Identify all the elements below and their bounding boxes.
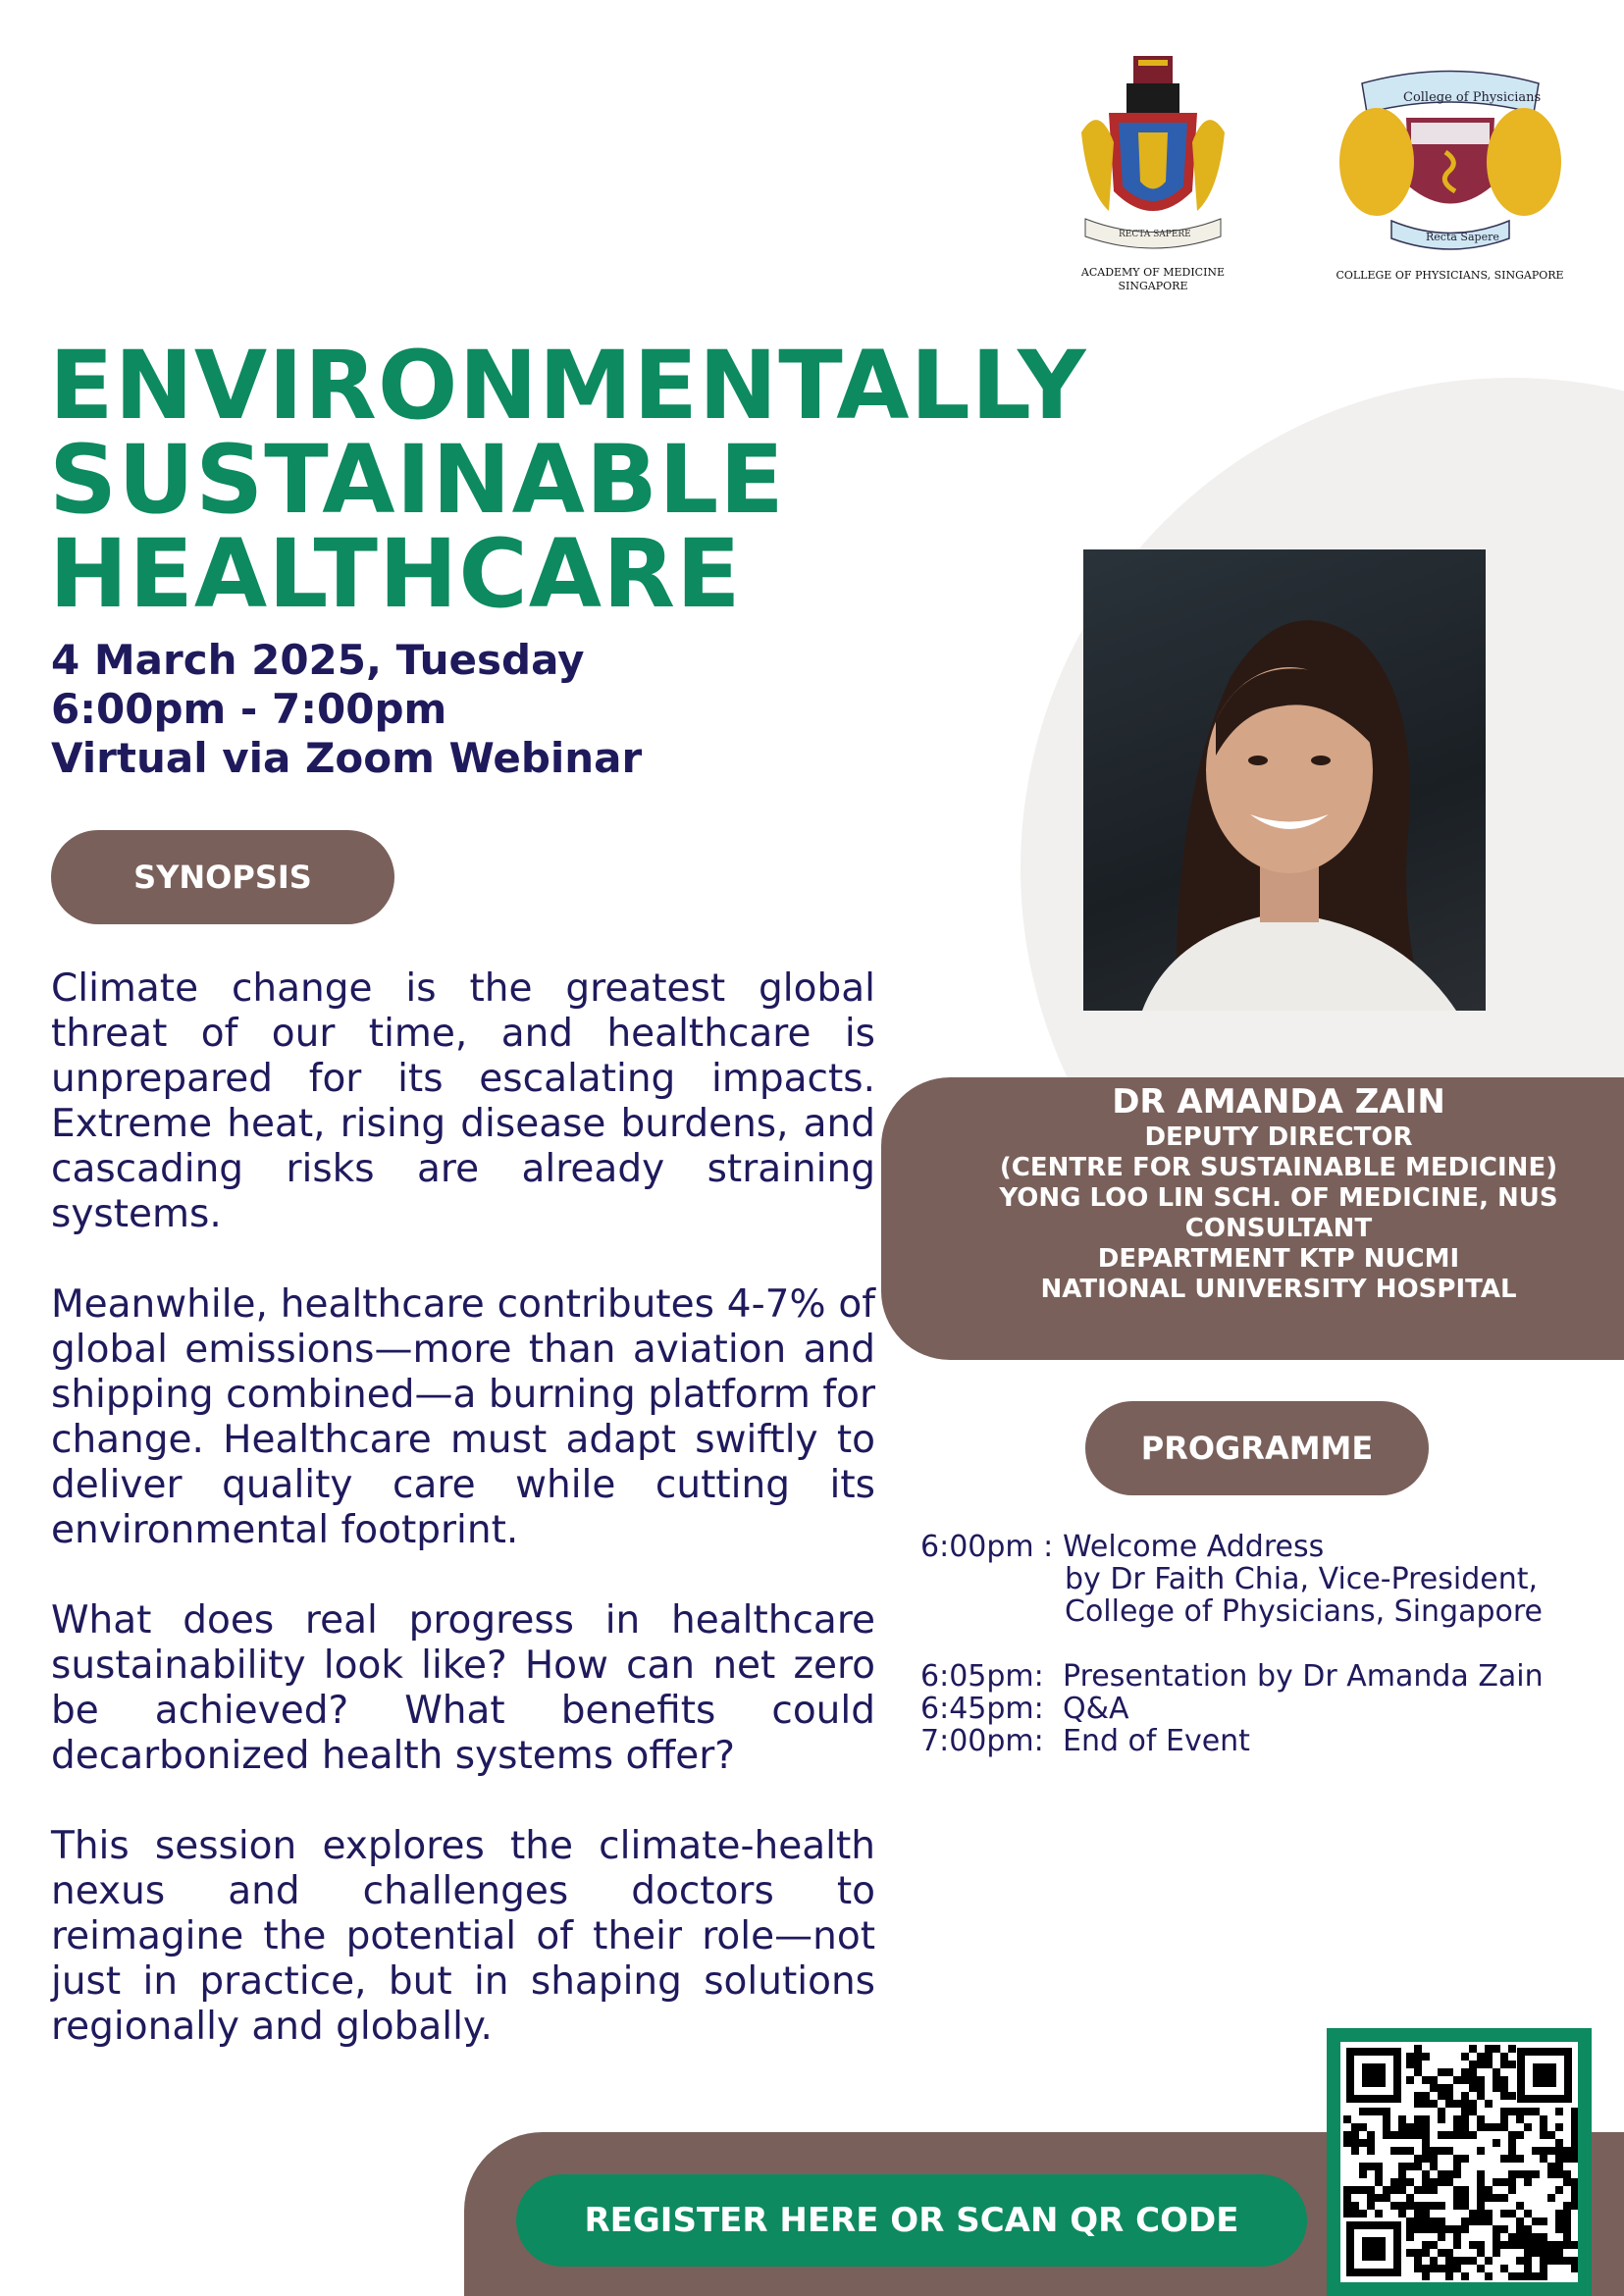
- speaker-title-line: DEPARTMENT KTP NUCMI: [1097, 1244, 1460, 1274]
- event-venue: Virtual via Zoom Webinar: [51, 734, 643, 782]
- programme-list: [920, 1531, 1607, 1757]
- programme-title: Q&A: [1063, 1692, 1129, 1726]
- event-info: [51, 636, 642, 783]
- register-button[interactable]: REGISTER HERE OR SCAN QR CODE: [516, 2174, 1307, 2267]
- programme-detail: College of Physicians, Singapore: [1065, 1594, 1544, 1629]
- synopsis-paragraph: Climate change is the greatest global threat of our time, and healthcare is unprepared for its escalating impacts. Extreme heat, rising disease burdens, and cascading risks are already straining systems.: [51, 966, 875, 1236]
- programme-item: [920, 1693, 1607, 1725]
- title-line-1: ENVIRONMENTALLY: [49, 331, 1087, 441]
- registration-qr-code[interactable]: [1327, 2028, 1592, 2296]
- programme-title: End of Event: [1063, 1724, 1250, 1758]
- synopsis-paragraph: What does real progress in healthcare sustainability look like? How can net zero be achieved? What benefits could decarbonized health systems offer?: [51, 1598, 875, 1778]
- cps-motto: Recta Sapere: [1425, 231, 1499, 243]
- cps-banner-text: College of Physicians: [1402, 90, 1541, 105]
- programme-title: Welcome Address: [1063, 1530, 1325, 1564]
- programme-title: Presentation by Dr Amanda Zain: [1063, 1659, 1544, 1694]
- speaker-photo: [1083, 549, 1486, 1011]
- speaker-name: DR AMANDA ZAIN: [1112, 1082, 1445, 1122]
- college-of-physicians-logo: [1330, 64, 1570, 283]
- speaker-title-line: CONSULTANT: [1184, 1214, 1373, 1243]
- ams-motto: RECTA SAPERE: [1119, 230, 1191, 239]
- programme-time: 7:00pm:: [920, 1724, 1044, 1758]
- ams-crest-icon: [1079, 54, 1227, 262]
- programme-detail: by Dr Faith Chia, Vice-President,: [1065, 1562, 1539, 1596]
- synopsis-text: [51, 966, 875, 2095]
- speaker-title-line: (CENTRE FOR SUSTAINABLE MEDICINE): [999, 1153, 1558, 1182]
- programme-time: 6:00pm :: [920, 1530, 1054, 1564]
- event-date: 4 March 2025, Tuesday: [51, 636, 585, 684]
- programme-time: 6:05pm:: [920, 1659, 1044, 1694]
- title-line-3: HEALTHCARE: [49, 519, 742, 629]
- speaker-portrait-icon: [1083, 549, 1486, 1011]
- synopsis-paragraph: Meanwhile, healthcare contributes 4-7% of global emissions—more than aviation and shipping combined—a burning platform for change. Healthcare must adapt swiftly to deliver quality care while cutting its environmental footprint.: [51, 1282, 875, 1552]
- programme-time: 6:45pm:: [920, 1692, 1044, 1726]
- ams-caption: ACADEMY OF MEDICINE SINGAPORE: [1080, 266, 1226, 292]
- synopsis-paragraph: This session explores the climate-health nexus and challenges doctors to reimagine the potential of their role—not just in practice, but in shaping solutions regionally and globally.: [51, 1824, 875, 2049]
- cps-crest-icon: [1333, 64, 1568, 265]
- speaker-title-line: NATIONAL UNIVERSITY HOSPITAL: [1040, 1275, 1517, 1304]
- programme-label: PROGRAMME: [1085, 1401, 1429, 1495]
- programme-item: [920, 1531, 1607, 1563]
- programme-item: [920, 1660, 1607, 1693]
- speaker-title-line: DEPUTY DIRECTOR: [1144, 1122, 1413, 1152]
- qr-code-icon: [1340, 2042, 1578, 2282]
- speaker-title-line: YONG LOO LIN SCH. OF MEDICINE, NUS: [999, 1183, 1558, 1213]
- event-time: 6:00pm - 7:00pm: [51, 685, 447, 733]
- programme-item: [920, 1725, 1607, 1757]
- speaker-info-box: [881, 1077, 1624, 1360]
- synopsis-label: SYNOPSIS: [51, 830, 394, 924]
- academy-of-medicine-logo: [1060, 54, 1246, 293]
- title-line-2: SUSTAINABLE: [49, 425, 785, 535]
- cps-caption: COLLEGE OF PHYSICIANS, SINGAPORE: [1336, 269, 1564, 282]
